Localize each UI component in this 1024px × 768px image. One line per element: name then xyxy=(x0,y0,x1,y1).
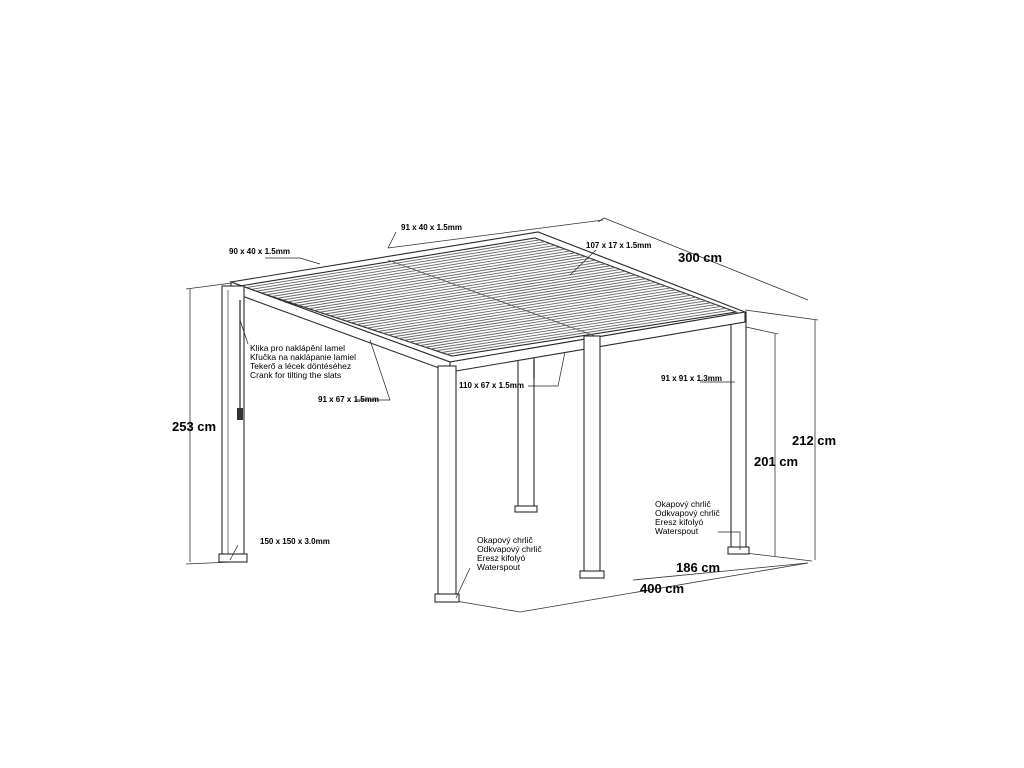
waterspout-label-line: Eresz kifolyó xyxy=(477,553,526,563)
dim-201: 201 cm xyxy=(754,454,799,469)
label-side-beam: 90 x 40 x 1.5mm xyxy=(229,247,290,256)
leader xyxy=(388,232,396,248)
waterspout-back-label xyxy=(655,499,720,536)
base-plate xyxy=(435,594,459,602)
crank-label-line: Kľučka na naklápanie lamiel xyxy=(250,352,356,362)
waterspout-label-line: Waterspout xyxy=(655,526,699,536)
dim-400: 400 cm xyxy=(640,581,685,596)
dim-ext xyxy=(745,310,818,320)
label-mid-beam: 110 x 67 x 1.5mm xyxy=(459,381,524,390)
dim-ext xyxy=(745,553,812,561)
label-base-plate: 150 x 150 x 3.0mm xyxy=(260,537,330,546)
crank-handle xyxy=(237,408,243,420)
label-front-beam: 91 x 67 x 1.5mm xyxy=(318,395,379,404)
waterspout-label-line: Odkvapový chrlič xyxy=(477,544,542,554)
leader xyxy=(265,258,320,264)
waterspout-label-line: Eresz kifolyó xyxy=(655,517,704,527)
dim-212: 212 cm xyxy=(792,433,837,448)
base-plate xyxy=(219,554,247,562)
crank-label xyxy=(250,343,356,380)
crank-label-line: Tekerő a lécek döntéséhez xyxy=(250,361,352,371)
base-plate xyxy=(580,571,604,578)
waterspout-label-line: Okapový chrlič xyxy=(655,499,711,509)
dim-line-186 xyxy=(633,563,808,580)
back-left-post xyxy=(518,352,534,508)
waterspout-label-line: Okapový chrlič xyxy=(477,535,533,545)
front-right-post xyxy=(438,366,456,598)
front-left-post xyxy=(222,286,244,560)
base-plate xyxy=(728,547,749,554)
waterspout-label-line: Odkvapový chrlič xyxy=(655,508,720,518)
label-top-beam: 91 x 40 x 1.5mm xyxy=(401,223,462,232)
dim-300: 300 cm xyxy=(678,250,723,265)
dim-line-400 xyxy=(456,601,520,612)
crank-label-line: Crank for tilting the slats xyxy=(250,370,342,380)
leader xyxy=(456,568,470,598)
mid-post xyxy=(584,336,600,574)
dim-tick xyxy=(598,218,604,222)
base-plate xyxy=(515,506,537,512)
waterspout-front-label xyxy=(477,535,542,572)
waterspout-label-line: Waterspout xyxy=(477,562,521,572)
dim-ext xyxy=(746,327,778,334)
back-right-post xyxy=(731,312,746,552)
label-slat: 107 x 17 x 1.5mm xyxy=(586,241,652,250)
dim-253: 253 cm xyxy=(172,419,217,434)
leader xyxy=(355,340,390,400)
label-post: 91 x 91 x 1.3mm xyxy=(661,374,722,383)
dim-186: 186 cm xyxy=(676,560,721,575)
crank-label-line: Klika pro naklápění lamel xyxy=(250,343,345,353)
